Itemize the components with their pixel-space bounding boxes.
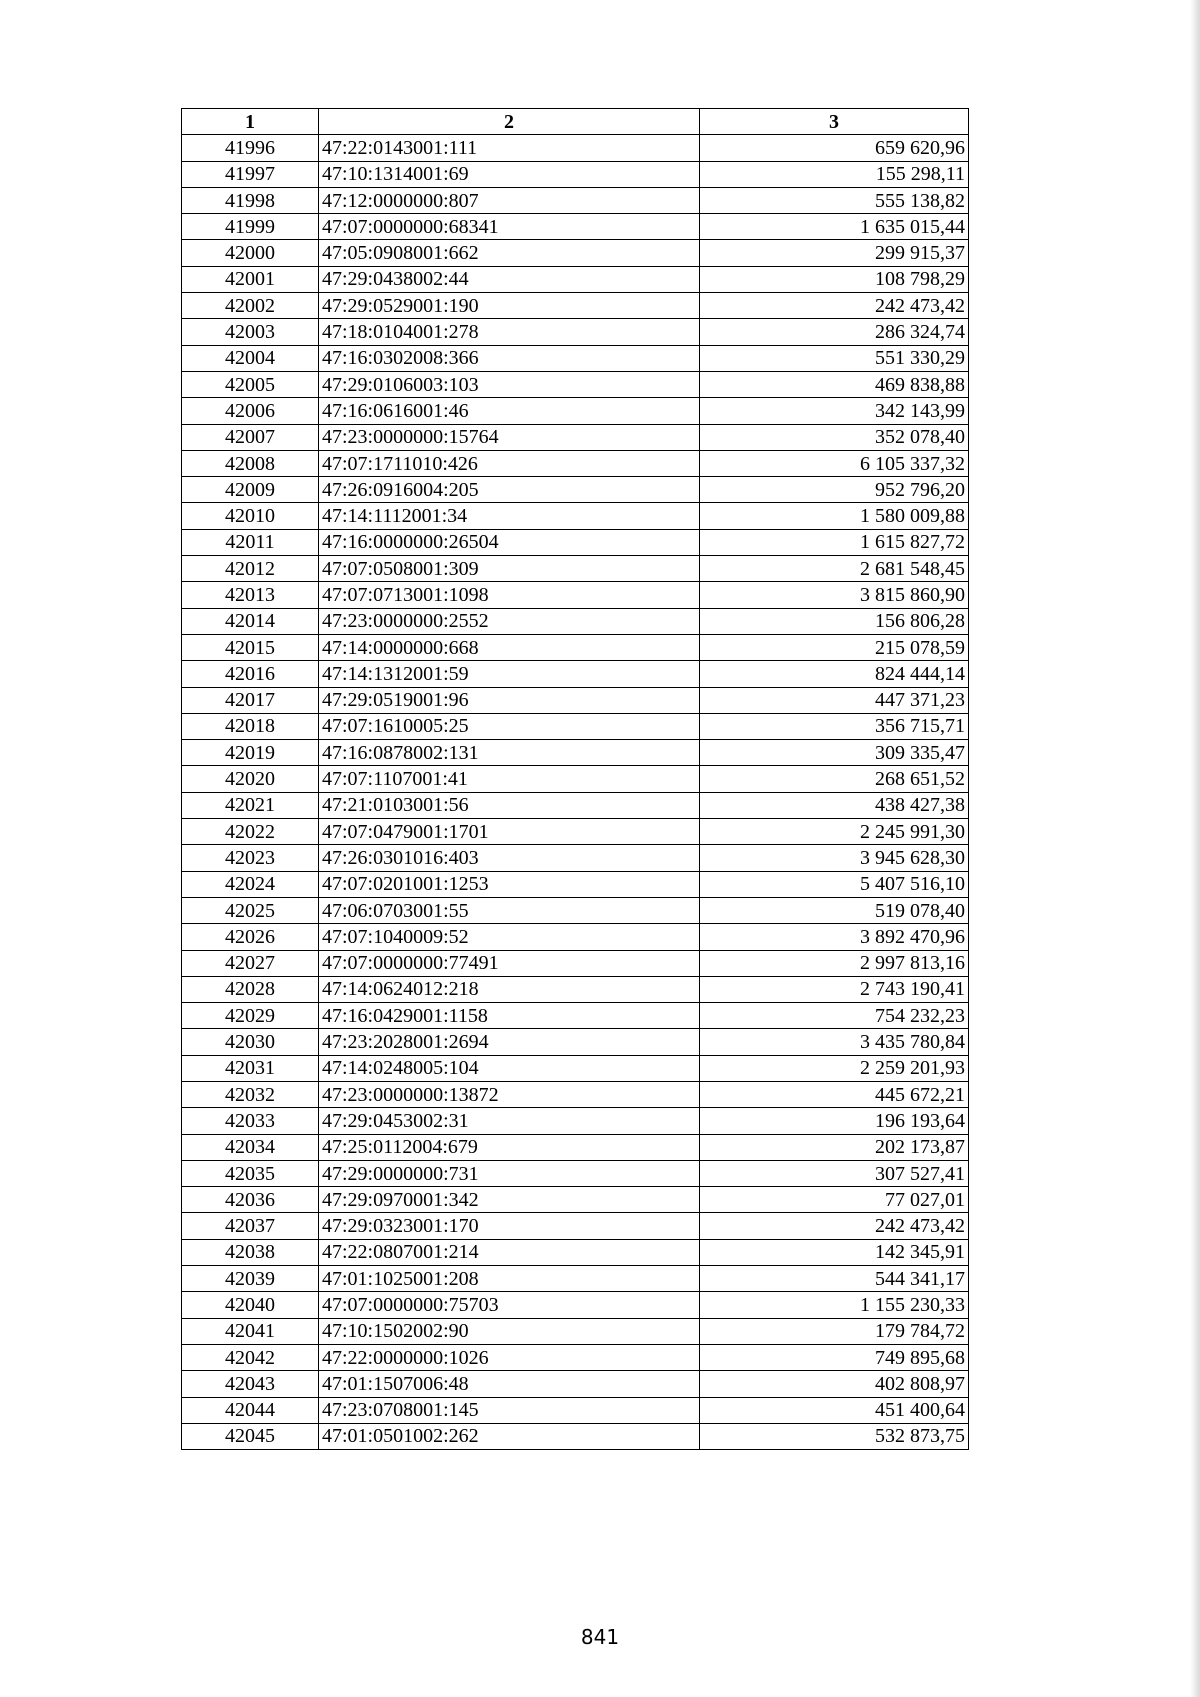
cadastral-number-cell: 47:14:0000000:668	[319, 634, 700, 660]
cadastral-number-cell: 47:07:1711010:426	[319, 450, 700, 476]
cadastral-number-cell: 47:16:0000000:26504	[319, 529, 700, 555]
row-number-cell: 42009	[182, 477, 319, 503]
table-row	[182, 792, 969, 818]
value-cell: 402 808,97	[700, 1371, 969, 1397]
table-row	[182, 1081, 969, 1107]
value-cell: 6 105 337,32	[700, 450, 969, 476]
value-cell: 3 892 470,96	[700, 924, 969, 950]
row-number-cell: 42005	[182, 371, 319, 397]
value-cell: 307 527,41	[700, 1160, 969, 1186]
cadastral-number-cell: 47:21:0103001:56	[319, 792, 700, 818]
cadastral-number-cell: 47:14:1112001:34	[319, 503, 700, 529]
cadastral-number-cell: 47:23:0000000:15764	[319, 424, 700, 450]
value-cell: 451 400,64	[700, 1397, 969, 1423]
cadastral-number-cell: 47:16:0616001:46	[319, 398, 700, 424]
cadastral-number-cell: 47:22:0143001:111	[319, 135, 700, 161]
row-number-cell: 42044	[182, 1397, 319, 1423]
row-number-cell: 42019	[182, 740, 319, 766]
row-number-cell: 42033	[182, 1108, 319, 1134]
table-row	[182, 924, 969, 950]
table-row	[182, 766, 969, 792]
table-row	[182, 1134, 969, 1160]
value-cell: 1 615 827,72	[700, 529, 969, 555]
value-cell: 179 784,72	[700, 1318, 969, 1344]
value-cell: 2 245 991,30	[700, 819, 969, 845]
cadastral-number-cell: 47:07:0000000:68341	[319, 214, 700, 240]
cadastral-number-cell: 47:29:0529001:190	[319, 293, 700, 319]
row-number-cell: 42026	[182, 924, 319, 950]
value-cell: 286 324,74	[700, 319, 969, 345]
cadastral-number-cell: 47:23:0708001:145	[319, 1397, 700, 1423]
row-number-cell: 42027	[182, 950, 319, 976]
table-row	[182, 266, 969, 292]
cadastral-number-cell: 47:16:0429001:1158	[319, 1003, 700, 1029]
row-number-cell: 42018	[182, 713, 319, 739]
table-row	[182, 1160, 969, 1186]
value-cell: 555 138,82	[700, 187, 969, 213]
cadastral-number-cell: 47:23:0000000:13872	[319, 1081, 700, 1107]
value-cell: 215 078,59	[700, 634, 969, 660]
value-cell: 1 580 009,88	[700, 503, 969, 529]
table-row	[182, 897, 969, 923]
cadastral-number-cell: 47:29:0438002:44	[319, 266, 700, 292]
cadastral-number-cell: 47:14:1312001:59	[319, 661, 700, 687]
row-number-cell: 42038	[182, 1239, 319, 1265]
value-cell: 2 681 548,45	[700, 556, 969, 582]
table-row	[182, 871, 969, 897]
cadastral-number-cell: 47:22:0000000:1026	[319, 1344, 700, 1370]
row-number-cell: 42040	[182, 1292, 319, 1318]
table-row	[182, 1055, 969, 1081]
value-cell: 2 743 190,41	[700, 976, 969, 1002]
row-number-cell: 42013	[182, 582, 319, 608]
table-row	[182, 1423, 969, 1449]
cadastral-number-cell: 47:07:0201001:1253	[319, 871, 700, 897]
table-row	[182, 1003, 969, 1029]
value-cell: 2 259 201,93	[700, 1055, 969, 1081]
table-row	[182, 1397, 969, 1423]
value-cell: 544 341,17	[700, 1266, 969, 1292]
row-number-cell: 42006	[182, 398, 319, 424]
cadastral-number-cell: 47:10:1502002:90	[319, 1318, 700, 1344]
cadastral-number-cell: 47:01:1025001:208	[319, 1266, 700, 1292]
value-cell: 242 473,42	[700, 1213, 969, 1239]
value-cell: 156 806,28	[700, 608, 969, 634]
value-cell: 3 435 780,84	[700, 1029, 969, 1055]
value-cell: 469 838,88	[700, 371, 969, 397]
table-row	[182, 582, 969, 608]
value-cell: 342 143,99	[700, 398, 969, 424]
row-number-cell: 42035	[182, 1160, 319, 1186]
row-number-cell: 42015	[182, 634, 319, 660]
cadastral-number-cell: 47:16:0878002:131	[319, 740, 700, 766]
value-cell: 754 232,23	[700, 1003, 969, 1029]
row-number-cell: 42020	[182, 766, 319, 792]
table-row	[182, 1318, 969, 1344]
row-number-cell: 42014	[182, 608, 319, 634]
row-number-cell: 42045	[182, 1423, 319, 1449]
row-number-cell: 42025	[182, 897, 319, 923]
cadastral-number-cell: 47:07:1610005:25	[319, 713, 700, 739]
row-number-cell: 42007	[182, 424, 319, 450]
cadastral-number-cell: 47:29:0519001:96	[319, 687, 700, 713]
value-cell: 749 895,68	[700, 1344, 969, 1370]
cadastral-number-cell: 47:29:0000000:731	[319, 1160, 700, 1186]
row-number-cell: 42034	[182, 1134, 319, 1160]
table-row	[182, 819, 969, 845]
row-number-cell: 42037	[182, 1213, 319, 1239]
table-row	[182, 1292, 969, 1318]
cadastral-number-cell: 47:07:1107001:41	[319, 766, 700, 792]
cadastral-number-cell: 47:05:0908001:662	[319, 240, 700, 266]
column-header-1: 1	[182, 109, 319, 135]
cadastral-number-cell: 47:07:1040009:52	[319, 924, 700, 950]
row-number-cell: 42039	[182, 1266, 319, 1292]
cadastral-number-cell: 47:23:0000000:2552	[319, 608, 700, 634]
table-row	[182, 1239, 969, 1265]
row-number-cell: 42030	[182, 1029, 319, 1055]
cadastral-number-cell: 47:29:0453002:31	[319, 1108, 700, 1134]
cadastral-number-cell: 47:26:0301016:403	[319, 845, 700, 871]
row-number-cell: 42021	[182, 792, 319, 818]
value-cell: 3 815 860,90	[700, 582, 969, 608]
data-table	[181, 108, 969, 1450]
value-cell: 1 155 230,33	[700, 1292, 969, 1318]
row-number-cell: 41997	[182, 161, 319, 187]
cadastral-number-cell: 47:22:0807001:214	[319, 1239, 700, 1265]
cadastral-number-cell: 47:07:0000000:77491	[319, 950, 700, 976]
table-row	[182, 371, 969, 397]
table-row	[182, 845, 969, 871]
table-row	[182, 161, 969, 187]
table-row	[182, 240, 969, 266]
table-row	[182, 713, 969, 739]
row-number-cell: 42042	[182, 1344, 319, 1370]
row-number-cell: 42032	[182, 1081, 319, 1107]
table-row	[182, 293, 969, 319]
row-number-cell: 42041	[182, 1318, 319, 1344]
row-number-cell: 42001	[182, 266, 319, 292]
table-row	[182, 1029, 969, 1055]
cadastral-number-cell: 47:06:0703001:55	[319, 897, 700, 923]
row-number-cell: 42036	[182, 1187, 319, 1213]
row-number-cell: 42028	[182, 976, 319, 1002]
value-cell: 142 345,91	[700, 1239, 969, 1265]
value-cell: 824 444,14	[700, 661, 969, 687]
row-number-cell: 42024	[182, 871, 319, 897]
value-cell: 3 945 628,30	[700, 845, 969, 871]
row-number-cell: 41999	[182, 214, 319, 240]
value-cell: 77 027,01	[700, 1187, 969, 1213]
table-row	[182, 398, 969, 424]
cadastral-number-cell: 47:23:2028001:2694	[319, 1029, 700, 1055]
row-number-cell: 42011	[182, 529, 319, 555]
value-cell: 196 193,64	[700, 1108, 969, 1134]
cadastral-number-cell: 47:07:0713001:1098	[319, 582, 700, 608]
value-cell: 952 796,20	[700, 477, 969, 503]
cadastral-number-cell: 47:14:0624012:218	[319, 976, 700, 1002]
value-cell: 447 371,23	[700, 687, 969, 713]
value-cell: 108 798,29	[700, 266, 969, 292]
row-number-cell: 42029	[182, 1003, 319, 1029]
cadastral-number-cell: 47:12:0000000:807	[319, 187, 700, 213]
value-cell: 309 335,47	[700, 740, 969, 766]
value-cell: 438 427,38	[700, 792, 969, 818]
row-number-cell: 42023	[182, 845, 319, 871]
row-number-cell: 42016	[182, 661, 319, 687]
cadastral-number-cell: 47:29:0323001:170	[319, 1213, 700, 1239]
value-cell: 519 078,40	[700, 897, 969, 923]
table-row	[182, 1344, 969, 1370]
value-cell: 659 620,96	[700, 135, 969, 161]
cadastral-number-cell: 47:26:0916004:205	[319, 477, 700, 503]
table-row	[182, 634, 969, 660]
page-edge-shadow	[1190, 0, 1200, 1697]
row-number-cell: 42043	[182, 1371, 319, 1397]
row-number-cell: 42004	[182, 345, 319, 371]
table-row	[182, 187, 969, 213]
value-cell: 352 078,40	[700, 424, 969, 450]
cadastral-number-cell: 47:01:1507006:48	[319, 1371, 700, 1397]
cadastral-number-cell: 47:29:0106003:103	[319, 371, 700, 397]
row-number-cell: 42003	[182, 319, 319, 345]
row-number-cell: 42008	[182, 450, 319, 476]
table-row	[182, 529, 969, 555]
table-row	[182, 1371, 969, 1397]
table-body	[182, 135, 969, 1450]
cadastral-number-cell: 47:14:0248005:104	[319, 1055, 700, 1081]
table-row	[182, 661, 969, 687]
value-cell: 5 407 516,10	[700, 871, 969, 897]
cadastral-number-cell: 47:07:0508001:309	[319, 556, 700, 582]
column-header-3: 3	[700, 109, 969, 135]
cadastral-number-cell: 47:10:1314001:69	[319, 161, 700, 187]
value-cell: 532 873,75	[700, 1423, 969, 1449]
table-row	[182, 135, 969, 161]
value-cell: 356 715,71	[700, 713, 969, 739]
cadastral-number-cell: 47:29:0970001:342	[319, 1187, 700, 1213]
table-row	[182, 556, 969, 582]
value-cell: 202 173,87	[700, 1134, 969, 1160]
row-number-cell: 41996	[182, 135, 319, 161]
table-row	[182, 503, 969, 529]
table-row	[182, 477, 969, 503]
value-cell: 551 330,29	[700, 345, 969, 371]
value-cell: 155 298,11	[700, 161, 969, 187]
table-row	[182, 1187, 969, 1213]
table-row	[182, 1213, 969, 1239]
page-number: 841	[580, 1625, 620, 1649]
cadastral-number-cell: 47:16:0302008:366	[319, 345, 700, 371]
row-number-cell: 41998	[182, 187, 319, 213]
value-cell: 299 915,37	[700, 240, 969, 266]
cadastral-number-cell: 47:18:0104001:278	[319, 319, 700, 345]
table-row	[182, 1266, 969, 1292]
table-row	[182, 608, 969, 634]
row-number-cell: 42000	[182, 240, 319, 266]
table-row	[182, 424, 969, 450]
value-cell: 242 473,42	[700, 293, 969, 319]
table-header-row	[182, 109, 969, 135]
table-row	[182, 687, 969, 713]
column-header-2: 2	[319, 109, 700, 135]
cadastral-number-cell: 47:07:0000000:75703	[319, 1292, 700, 1318]
table-row	[182, 740, 969, 766]
table-row	[182, 450, 969, 476]
cadastral-number-cell: 47:07:0479001:1701	[319, 819, 700, 845]
value-cell: 268 651,52	[700, 766, 969, 792]
row-number-cell: 42010	[182, 503, 319, 529]
row-number-cell: 42031	[182, 1055, 319, 1081]
cadastral-number-cell: 47:25:0112004:679	[319, 1134, 700, 1160]
row-number-cell: 42017	[182, 687, 319, 713]
row-number-cell: 42022	[182, 819, 319, 845]
value-cell: 445 672,21	[700, 1081, 969, 1107]
cadastral-number-cell: 47:01:0501002:262	[319, 1423, 700, 1449]
table-row	[182, 345, 969, 371]
table-row	[182, 1108, 969, 1134]
table-row	[182, 214, 969, 240]
row-number-cell: 42002	[182, 293, 319, 319]
table-row	[182, 950, 969, 976]
value-cell: 1 635 015,44	[700, 214, 969, 240]
table-row	[182, 319, 969, 345]
table-row	[182, 976, 969, 1002]
value-cell: 2 997 813,16	[700, 950, 969, 976]
row-number-cell: 42012	[182, 556, 319, 582]
